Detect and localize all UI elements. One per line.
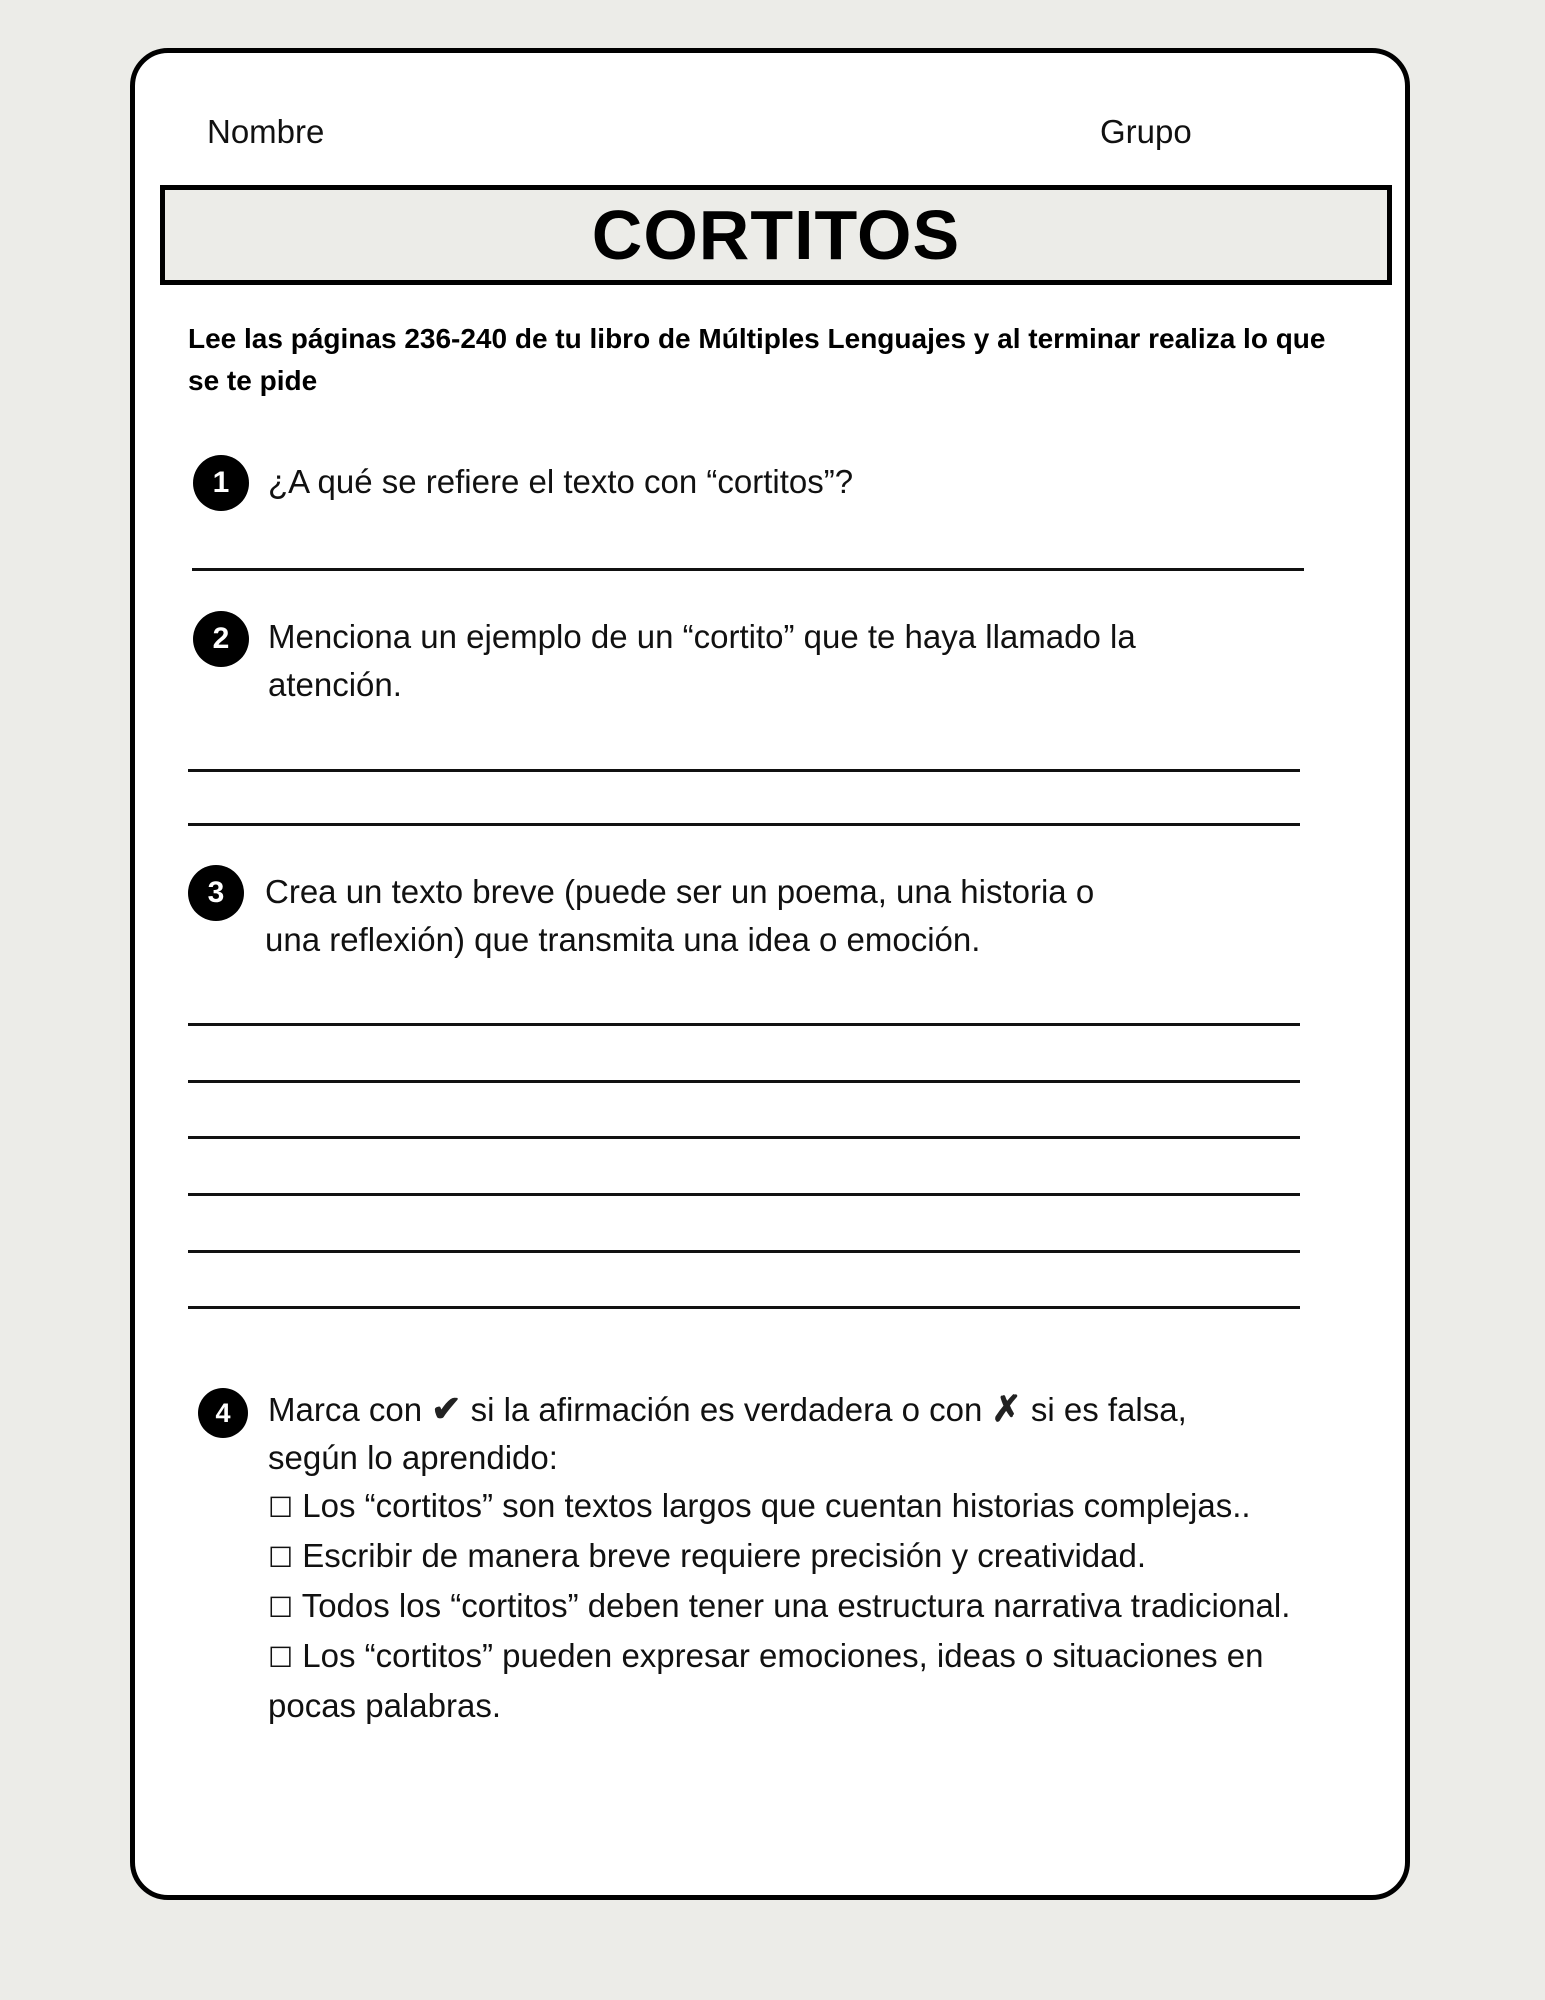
question-4-intro xyxy=(268,1385,1328,1434)
question-4-intro-part2: si la afirmación es verdadera o con xyxy=(470,1391,983,1428)
question-3-number: 3 xyxy=(188,865,244,921)
grupo-label: Grupo xyxy=(1100,113,1192,150)
instructions: Lee las páginas 236-240 de tu libro de Múltiples Lenguajes y al terminar realiza lo que se te pide xyxy=(188,323,1326,396)
question-2-text: Menciona un ejemplo de un “cortito” que te haya llamado la atención. xyxy=(268,618,1136,703)
question-1-number: 1 xyxy=(193,455,249,511)
title-banner xyxy=(160,185,1392,285)
question-1-text: ¿A qué se refiere el texto con “cortitos”? xyxy=(268,463,854,500)
statement-3 xyxy=(268,1582,1328,1632)
check-icon: ✔ xyxy=(431,1388,462,1429)
statement-text: Todos los “cortitos” deben tener una estructura narrativa tradicional. xyxy=(301,1587,1291,1624)
checkbox-icon[interactable]: ☐ xyxy=(268,1542,294,1573)
answer-line-q2-1[interactable] xyxy=(188,769,1300,772)
answer-line-q3-2[interactable] xyxy=(188,1080,1300,1083)
nombre-label: Nombre xyxy=(207,113,325,150)
question-4-intro-line2: según lo aprendido: xyxy=(268,1439,558,1476)
statement-text: Escribir de manera breve requiere precisión y creatividad. xyxy=(302,1537,1147,1574)
checkbox-icon[interactable]: ☐ xyxy=(268,1642,294,1673)
statement-1 xyxy=(268,1482,1328,1532)
answer-line-q3-4[interactable] xyxy=(188,1193,1300,1196)
checkbox-icon[interactable]: ☐ xyxy=(268,1492,294,1523)
worksheet xyxy=(130,48,1410,1900)
question-3-text-line2: una reflexión) que transmita una idea o emoción. xyxy=(265,921,981,958)
question-2-number: 2 xyxy=(193,611,249,667)
cross-icon: ✗ xyxy=(991,1388,1022,1429)
checkbox-icon[interactable]: ☐ xyxy=(268,1592,294,1623)
statement-2 xyxy=(268,1532,1328,1582)
answer-line-q3-3[interactable] xyxy=(188,1136,1300,1139)
question-4-intro-part3: si es falsa, xyxy=(1030,1391,1187,1428)
answer-line-q1[interactable] xyxy=(192,568,1304,571)
answer-line-q3-6[interactable] xyxy=(188,1306,1300,1309)
question-4-number: 4 xyxy=(198,1388,248,1438)
answer-line-q3-1[interactable] xyxy=(188,1023,1300,1026)
statement-text: Los “cortitos” son textos largos que cuentan historias complejas.. xyxy=(302,1487,1251,1524)
question-4-body xyxy=(268,1385,1328,1730)
page-title: CORTITOS xyxy=(591,196,961,274)
question-4-intro-part1: Marca con xyxy=(268,1391,423,1428)
statement-4 xyxy=(268,1632,1328,1730)
answer-line-q3-5[interactable] xyxy=(188,1250,1300,1253)
statement-text: Los “cortitos” pueden expresar emociones, ideas o situaciones en pocas palabras. xyxy=(268,1637,1264,1724)
answer-line-q2-2[interactable] xyxy=(188,823,1300,826)
question-3-text-line1: Crea un texto breve (puede ser un poema, una historia o xyxy=(265,873,1095,910)
